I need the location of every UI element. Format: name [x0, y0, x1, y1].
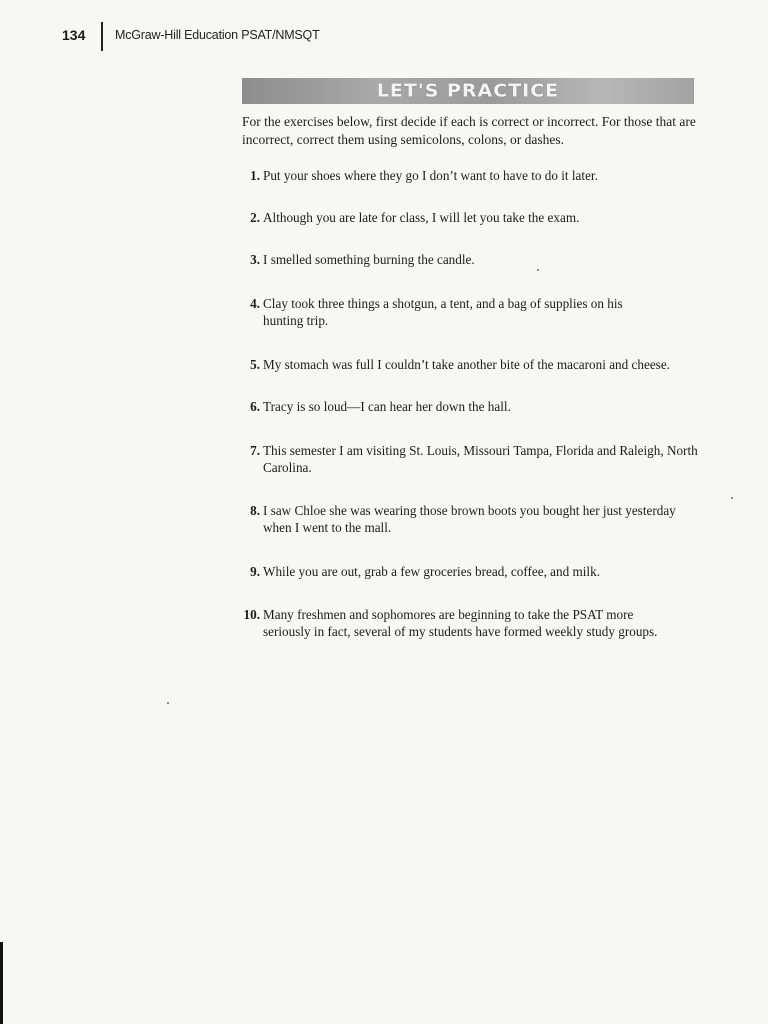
exercise-number: 5. [250, 357, 260, 372]
exercise-text: My stomach was full I couldn’t take another bite of the macaroni and cheese. [263, 357, 670, 372]
exercise-number: 2. [250, 210, 260, 225]
exercise-number: 4. [250, 296, 260, 311]
exercise-item [236, 563, 698, 580]
exercise-text: Although you are late for class, I will let you take the exam. [263, 210, 580, 225]
exercise-text: While you are out, grab a few groceries bread, coffee, and milk. [263, 564, 600, 579]
exercise-text: Put your shoes where they go I don’t want to have to do it later. [263, 168, 598, 183]
exercise-number: 7. [250, 443, 260, 458]
exercise-item [236, 251, 698, 268]
exercise-text: Tracy is so loud—I can hear her down the hall. [263, 399, 511, 414]
scan-edge [0, 942, 3, 1024]
exercise-item [236, 442, 698, 476]
exercise-text: Clay took three things a shotgun, a tent, and a bag of supplies on his hunting trip. [263, 296, 623, 328]
exercise-item [236, 356, 698, 373]
exercise-number: 9. [250, 564, 260, 579]
section-title: LET'S PRACTICE [376, 80, 560, 102]
exercise-text: This semester I am visiting St. Louis, Missouri Tampa, Florida and Raleigh, North Carolina. [263, 443, 698, 475]
exercise-number: 10. [243, 607, 260, 622]
exercise-text: Many freshmen and sophomores are beginning to take the PSAT more seriously in fact, several of my students have formed weekly study groups. [263, 607, 658, 639]
exercise-number: 1. [250, 168, 260, 183]
exercise-text: I smelled something burning the candle. [263, 252, 475, 267]
scan-speck [537, 269, 539, 271]
exercise-item [236, 502, 698, 536]
exercise-item [236, 167, 698, 184]
exercise-item [236, 295, 698, 329]
exercise-item [236, 209, 698, 226]
exercise-number: 6. [250, 399, 260, 414]
exercise-number: 3. [250, 252, 260, 267]
exercise-text: I saw Chloe she was wearing those brown boots you bought her just yesterday when I went to the mall. [263, 503, 676, 535]
scan-speck [731, 497, 733, 499]
exercise-number: 8. [250, 503, 260, 518]
running-head: McGraw-Hill Education PSAT/NMSQT [115, 28, 320, 42]
exercise-item [236, 398, 698, 415]
section-banner [242, 78, 694, 104]
exercise-item [236, 606, 698, 640]
header-divider [101, 22, 103, 51]
instructions: For the exercises below, first decide if each is correct or incorrect. For those that are incorrect, correct them using semicolons, colons, or dashes. [242, 114, 696, 147]
scan-speck [167, 702, 169, 704]
page-number: 134 [62, 27, 86, 43]
